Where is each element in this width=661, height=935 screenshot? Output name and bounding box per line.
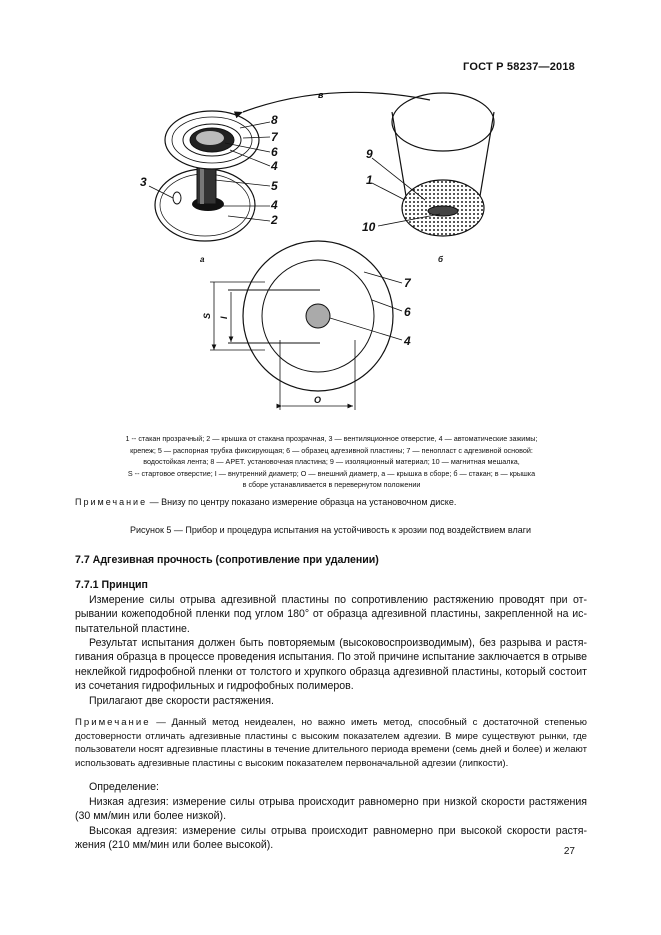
paragraph: Измерение силы отрыва адгезивной пластины по сопротивлению растяжению проводят при от-рывании кожеподобной пленки под углом 180° от образца адгезивной пластины, закрепленной на ис-пытательной пластине. <box>75 593 587 635</box>
legend-line: 1 -- стакан прозрачный; 2 — крышка от стакана прозрачная, 3 — вентиляционное отверстие, 4 — автоматические зажимы; <box>125 434 538 443</box>
label-1: 1 <box>366 173 373 187</box>
dim-i-label: I <box>219 316 229 319</box>
paragraph: Прилагают две скорости растяжения. <box>89 694 274 707</box>
label-9: 9 <box>366 147 373 161</box>
label-6a: 6 <box>271 145 278 159</box>
legend-line: в сборе устанавливается в перевернутом положении <box>242 480 421 490</box>
label-6b: 6 <box>404 305 411 319</box>
figure-caption: Рисунок 5 — Прибор и процедура испытания на устойчивость к эрозии под воздействием влаги <box>129 525 532 535</box>
low-adhesion-definition: Низкая адгезия: измерение силы отрыва происходит равномерно при низкой скорости растяжения (30 мм/мин или более низкой). <box>75 795 587 823</box>
figure-5-diagram <box>0 0 661 430</box>
page-number: 27 <box>563 846 575 857</box>
high-adhesion-definition: Высокая адгезия: измерение силы отрыва происходит равномерно при высокой скорости растя-жения (210 мм/мин или более высокой). <box>75 824 587 852</box>
dim-o-label: O <box>314 395 322 405</box>
note-label: Примечание <box>75 497 148 507</box>
label-7a: 7 <box>271 130 278 144</box>
section-7-7 <box>75 553 587 852</box>
document-header: ГОСТ Р 58237—2018 <box>463 61 575 73</box>
legend-line: водостойкая лента; 8 — АРЕТ. установочная пластина; 9 — изоляционный материал; 10 — магнитная мешалка, <box>143 457 520 467</box>
dim-s-label: S <box>202 312 212 319</box>
label-7b: 7 <box>404 276 411 290</box>
section-title: 7.7 Адгезивная прочность (сопротивление при удалении) <box>75 554 379 566</box>
measuring-disc <box>210 241 402 410</box>
note-text: — Данный метод неидеален, но важно иметь метод, способный с достаточной степенью достоверности отличать адгезивные пластины с высоким показателем адгезии. В мире существуют рынки, где пользователи носят адгезивные пластины в течение длительного периода времени (семь дней и более) и желают использовать адгезивные пластины с высоким показателем первоначальной адгезии (липкости). <box>75 717 587 769</box>
paragraph: Результат испытания должен быть повторяемым (высоковоспроизводимым), без разрыва и растя-гивания образца в процессе проведения испытания. По этой причине испытание заключается в отрыве неклейкой гидрофобной пленки от толстого и хрупкого образца адгезивной пластины, который состоит из сочетания гидрофильных и гидрофобных полимеров. <box>75 637 587 693</box>
label-2: 2 <box>271 213 278 227</box>
definition-heading: Определение: <box>89 781 159 794</box>
method-note <box>75 716 587 770</box>
subsection-title: 7.7.1 Принцип <box>75 579 148 592</box>
legend-line: крепеж; 5 — распорная трубка фиксирующая; 6 — образец адгезивной пластины; 7 — пенопласт с адгезивной основой: <box>130 445 533 455</box>
label-8: 8 <box>271 113 278 127</box>
sub-label-a: а <box>200 255 205 264</box>
legend-line: S -- стартовое отверстие; I — внутренний диаметр; О — внешний диаметр, а — крышка в сборе; б — стакан; в — крышка <box>127 468 536 478</box>
label-3: 3 <box>140 175 147 189</box>
label-4c: 4 <box>404 334 411 348</box>
sub-label-b: б <box>438 255 443 264</box>
note-text: — Внизу по центру показано измерение образца на установочном диске. <box>147 497 457 507</box>
label-5: 5 <box>271 179 278 193</box>
figure-note <box>75 497 595 507</box>
figure-legend <box>58 433 605 491</box>
arc-label: в <box>318 90 324 100</box>
label-10: 10 <box>362 220 376 234</box>
cup-b <box>392 93 494 236</box>
lid-assembly-a <box>155 111 259 241</box>
note-label: Примечание <box>75 717 151 729</box>
label-4b: 4 <box>271 198 278 212</box>
label-4a: 4 <box>271 159 278 173</box>
